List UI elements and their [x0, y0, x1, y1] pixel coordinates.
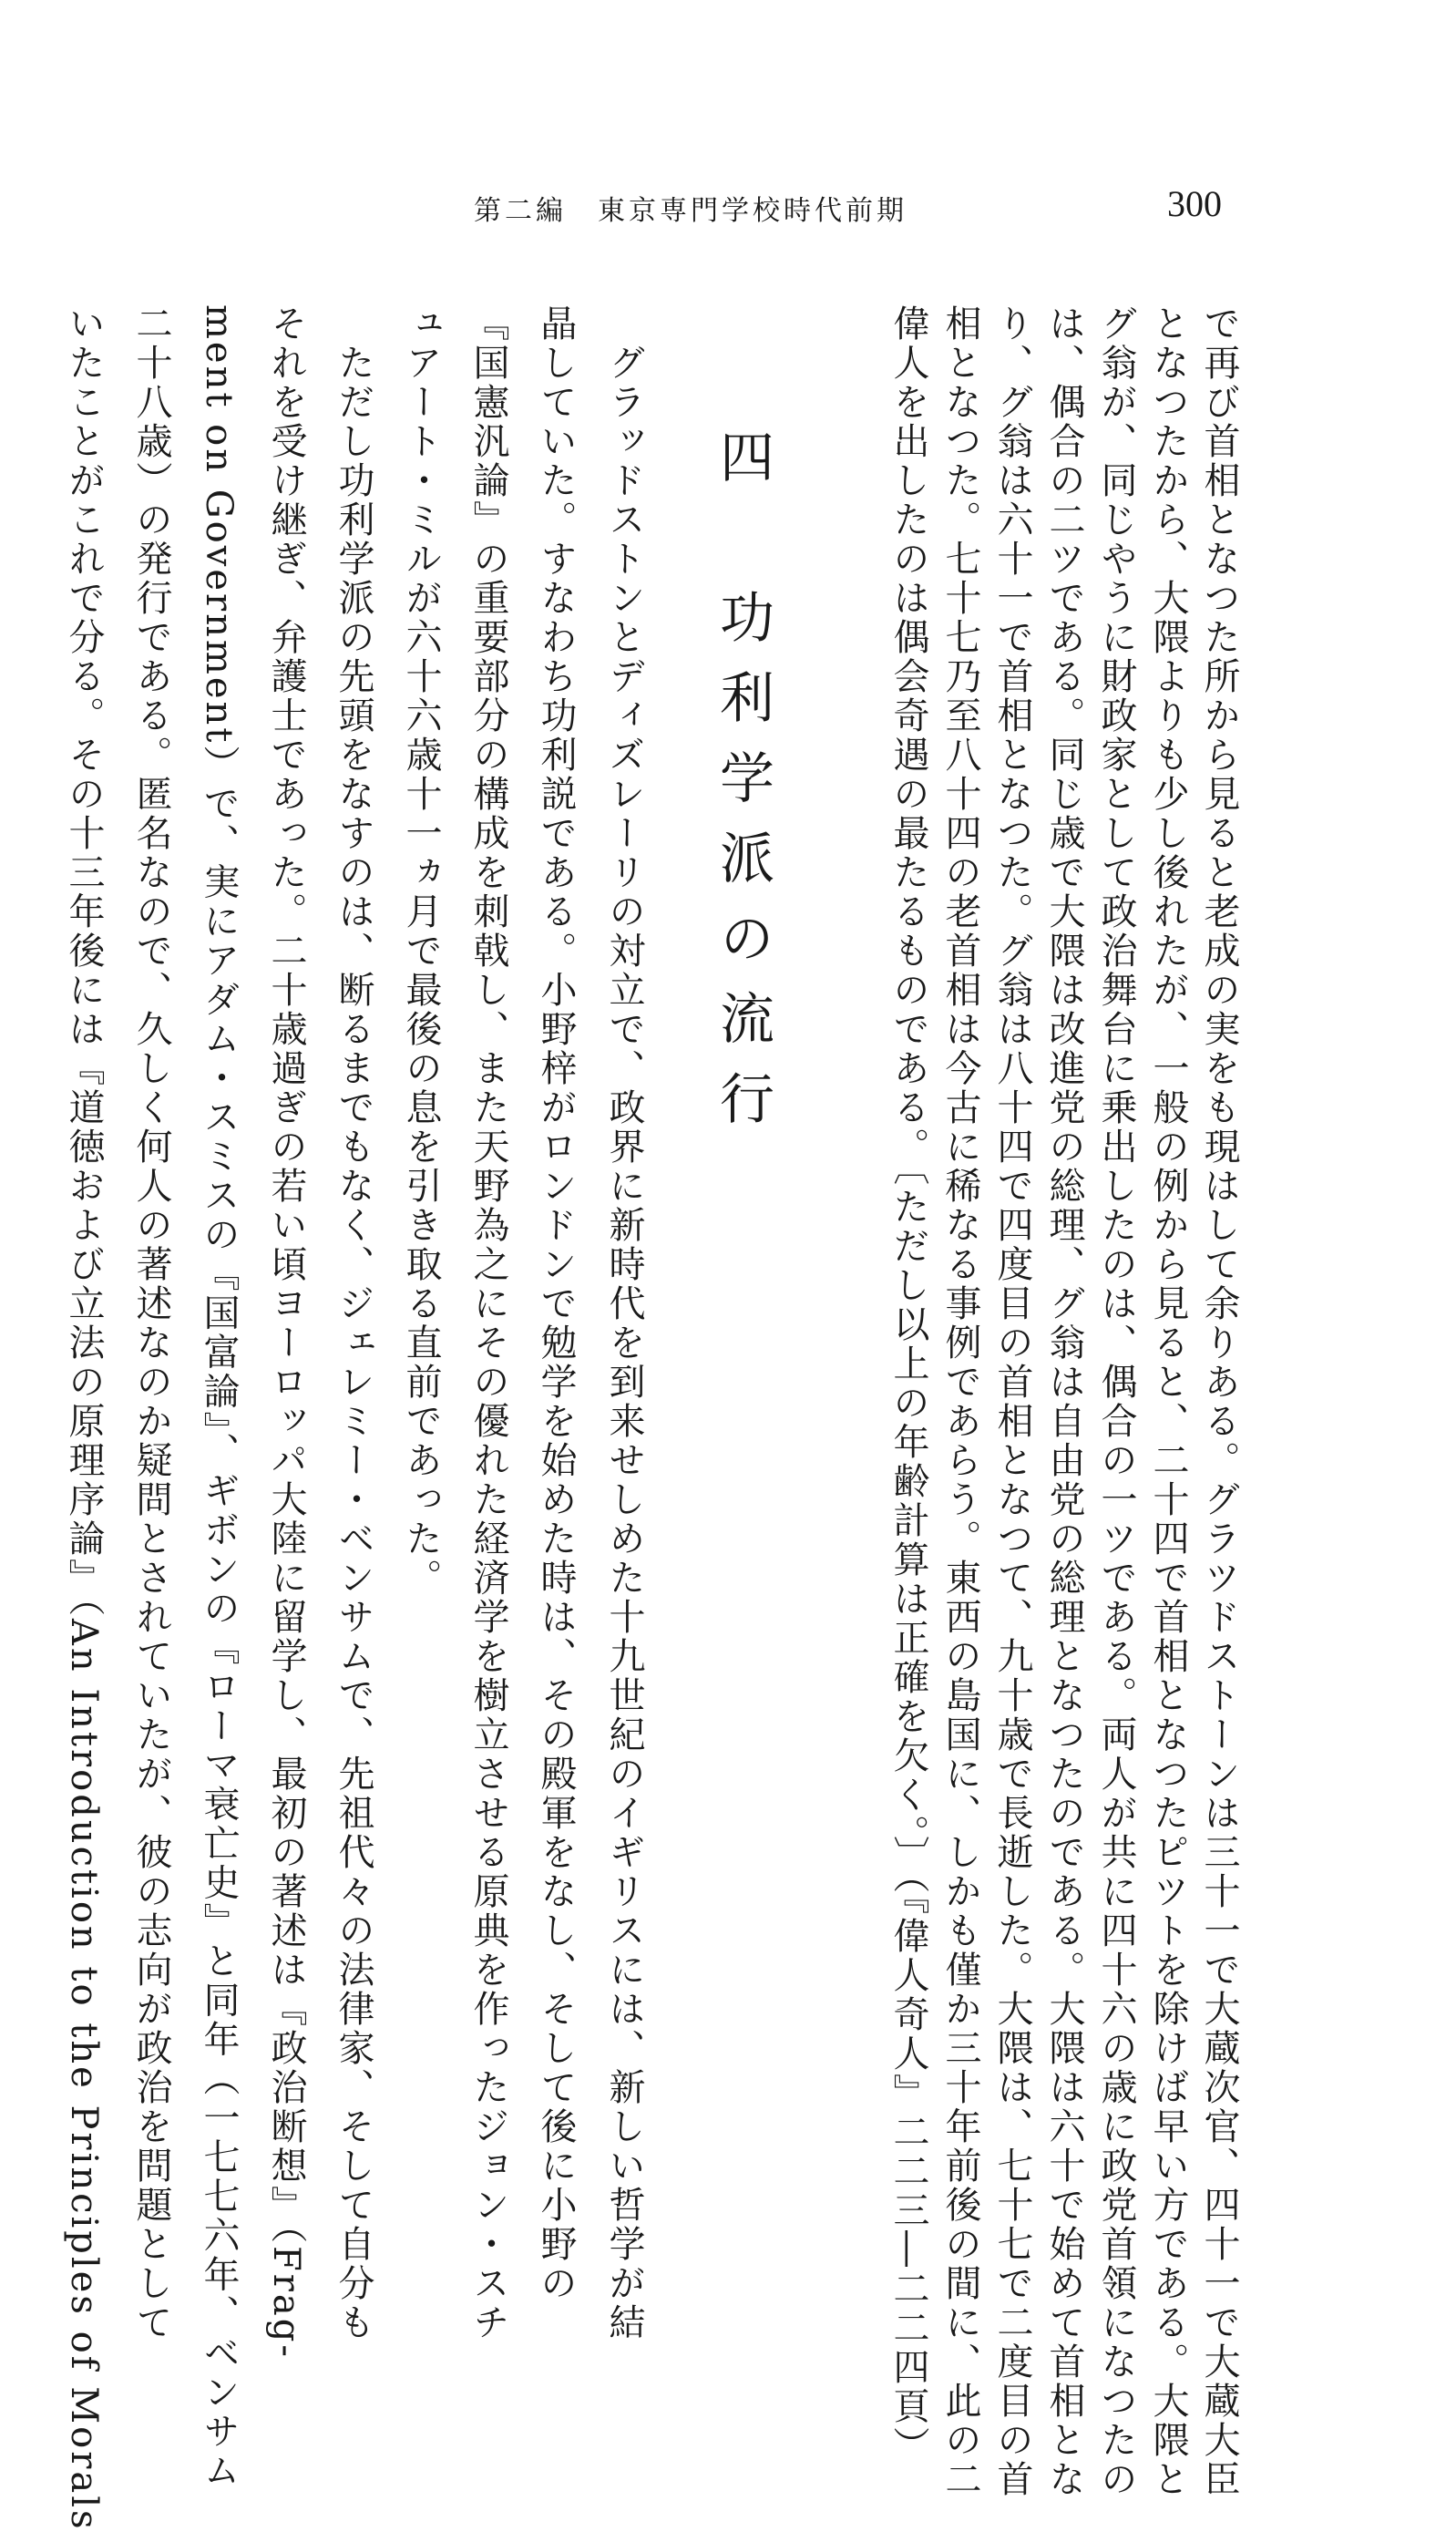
quote-line: となつたから、大隈よりも少し後れたが、一般の例から見ると、二十四で首相となつたピツトを除けば早い方である。大隈と: [1147, 304, 1189, 2499]
body-line: ment on Government）で、実にアダム・スミスの『国富論』、ギボンの『ローマ衰亡史』と同年（一七七六年、ベンサム: [198, 304, 240, 2491]
running-header-title: 第二編 東京専門学校時代前期: [474, 195, 907, 227]
quote-line: グ翁が、同じやうに財政家として政治舞台に乗出したのは、偶合の一ツである。両人が共に四十六の歳に政党首領になつたの: [1095, 304, 1137, 2499]
quote-line: 相となつた。七十七乃至八十四の老首相は今古に稀なる事例であらう。東西の島国に、しかも僅か三十年前後の間に、此の二: [939, 304, 981, 2499]
body-line: 『国憲汎論』の重要部分の構成を刺戟し、また天野為之にその優れた経済学を樹立させる原典を作ったジョン・スチ: [467, 304, 509, 2342]
body-line: 晶していた。すなわち功利説である。小野梓がロンドンで勉学を始めた時は、その殿軍をなし、そして後に小野の: [535, 304, 577, 2303]
body-line: いたことがこれで分る。その十三年後には『道徳および立法の原理序論』（An Introduction to the Principles of Morals: [63, 304, 105, 2532]
quote-line: り、グ翁は六十一で首相となつた。グ翁は八十四で四度目の首相となつて、九十歳で長逝した。大隈は、七十七で二度目の首: [991, 304, 1033, 2499]
body-line: 二十八歳）の発行である。匿名なので、久しく何人の著述なのか疑問とされていたが、彼の志向が政治を問題として: [130, 304, 172, 2342]
body-line: ただし功利学派の先頭をなすのは、断るまでもなく、ジェレミー・ベンサムで、先祖代々の法律家、そして自分も: [333, 304, 374, 2342]
section-heading: 四 功利学派の流行: [711, 428, 774, 1150]
quote-line: は、偶合の二ツである。同じ歳で大隈は改進党の総理、グ翁は自由党の総理となつたのである。大隈は六十で始めて首相とな: [1043, 304, 1085, 2499]
quote-line: で再び首相となつた所から見ると老成の実をも現はして余りある。グラツドストーンは三十一で大蔵次官、四十一で大蔵大臣: [1198, 304, 1240, 2499]
body-line: ュアート・ミルが六十六歳十一ヵ月で最後の息を引き取る直前であった。: [400, 304, 442, 1598]
body-line: グラッドストンとディズレーリの対立で、政界に新時代を到来せしめた十九世紀のイギリスには、新しい哲学が結: [603, 304, 645, 2342]
body-line: それを受け継ぎ、弁護士であった。二十歳過ぎの若い頃ヨーロッパ大陸に留学し、最初の著述は『政治断想』（Frag-: [265, 304, 307, 2360]
page-number: 300: [1167, 183, 1222, 224]
quote-line: 偉人を出したのは偶会奇遇の最たるものである。〔ただし以上の年齢計算は正確を欠く。〕（『偉人奇人』二二三―二二四頁）: [887, 304, 929, 2465]
